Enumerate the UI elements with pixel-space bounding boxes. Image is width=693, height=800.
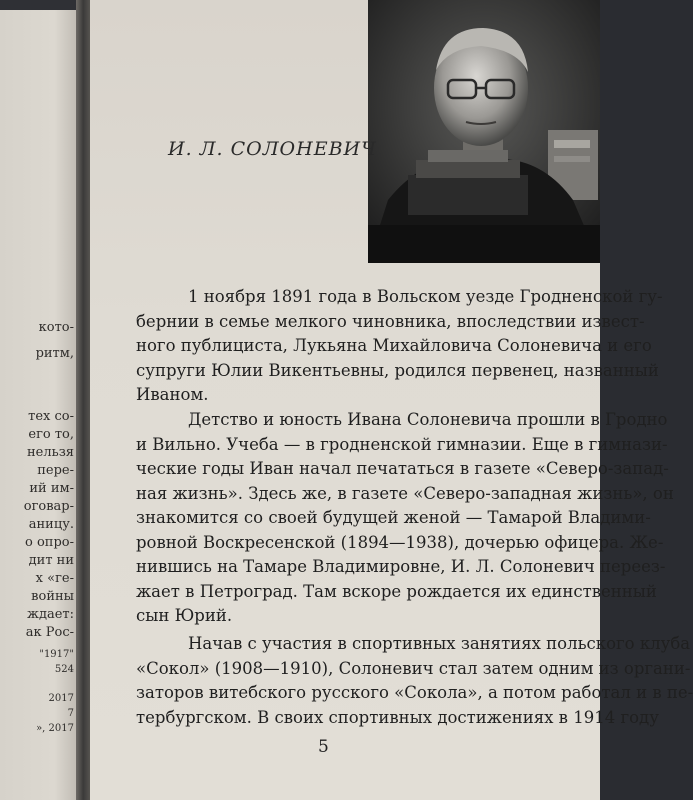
page-number: 5: [318, 737, 329, 757]
left-fragment: ак Рос-: [25, 625, 74, 640]
left-fragment: 7: [67, 708, 74, 719]
text-line: Начав с участия в спортивных занятиях польского клуба: [188, 634, 691, 653]
left-fragment: пере-: [37, 463, 74, 478]
text-line: ного публициста, Лукьяна Михайловича Солоневича и его: [136, 336, 652, 355]
text-line: бернии в семье мелкого чиновника, впоследствии извест-: [136, 311, 645, 331]
left-fragment: о опро-: [25, 535, 74, 550]
left-fragment: тех со-: [28, 409, 74, 424]
left-fragment: войны: [31, 589, 74, 604]
left-fragment: его то,: [28, 427, 74, 442]
portrait-image: [368, 0, 600, 263]
text-line: ческие годы Иван начал печататься в газете «Северо-запад-: [136, 459, 669, 478]
text-line: жает в Петроград. Там вскоре рождается их единственный: [136, 581, 657, 601]
text-line: 1 ноября 1891 года в Вольском уезде Гродненской гу-: [188, 287, 663, 306]
text-line: нившись на Тамаре Владимировне, И. Л. Солоневич переез-: [136, 557, 666, 576]
left-fragment: ий им-: [29, 481, 74, 496]
text-line: Детство и юность Ивана Солоневича прошли в Гродно: [188, 410, 668, 429]
left-fragment: ждает:: [27, 607, 74, 622]
paragraph-1: [136, 285, 663, 408]
left-fragment: кото-: [38, 320, 74, 335]
main-page: [90, 0, 693, 800]
left-fragment: 2017: [48, 693, 74, 704]
text-line: сын Юрий.: [136, 606, 233, 625]
text-line: Иваном.: [136, 385, 209, 404]
left-fragment: 524: [54, 664, 74, 675]
author-portrait-photo: [368, 0, 600, 263]
text-line: и Вильно. Учеба — в гродненской гимназии. Еще в гимнази-: [136, 434, 668, 454]
left-fragment: ритм,: [35, 346, 74, 361]
left-fragment: аницу.: [28, 517, 74, 532]
left-fragment: оговар-: [23, 499, 74, 514]
text-line: знакомится со своей будущей женой — Тамарой Владими-: [136, 508, 651, 527]
left-fragment: нельзя: [27, 445, 74, 460]
text-line: ровной Воскресенской (1894—1938), дочерью офицера. Же-: [136, 532, 664, 552]
left-fragment: "1917": [39, 649, 74, 660]
text-line: супруги Юлии Викентьевны, родился первенец, названный: [136, 360, 659, 380]
left-fragment: дит ни: [28, 553, 74, 568]
paragraph-2: [136, 408, 674, 629]
paragraph-3: [136, 632, 693, 730]
left-fragment: », 2017: [36, 723, 74, 734]
left-fragment: х «ге-: [35, 571, 74, 586]
text-line: тербургском. В своих спортивных достижениях в 1914 году: [136, 707, 659, 727]
author-heading: И. Л. СОЛОНЕВИЧ: [168, 138, 377, 160]
text-line: «Сокол» (1908—1910), Солоневич стал затем одним из органи-: [136, 658, 691, 678]
text-line: заторов витебского русского «Сокола», а потом работал и в пе-: [136, 683, 693, 702]
text-line: ная жизнь». Здесь же, в газете «Северо-западная жизнь», он: [136, 483, 674, 503]
left-facing-page: [0, 10, 78, 800]
